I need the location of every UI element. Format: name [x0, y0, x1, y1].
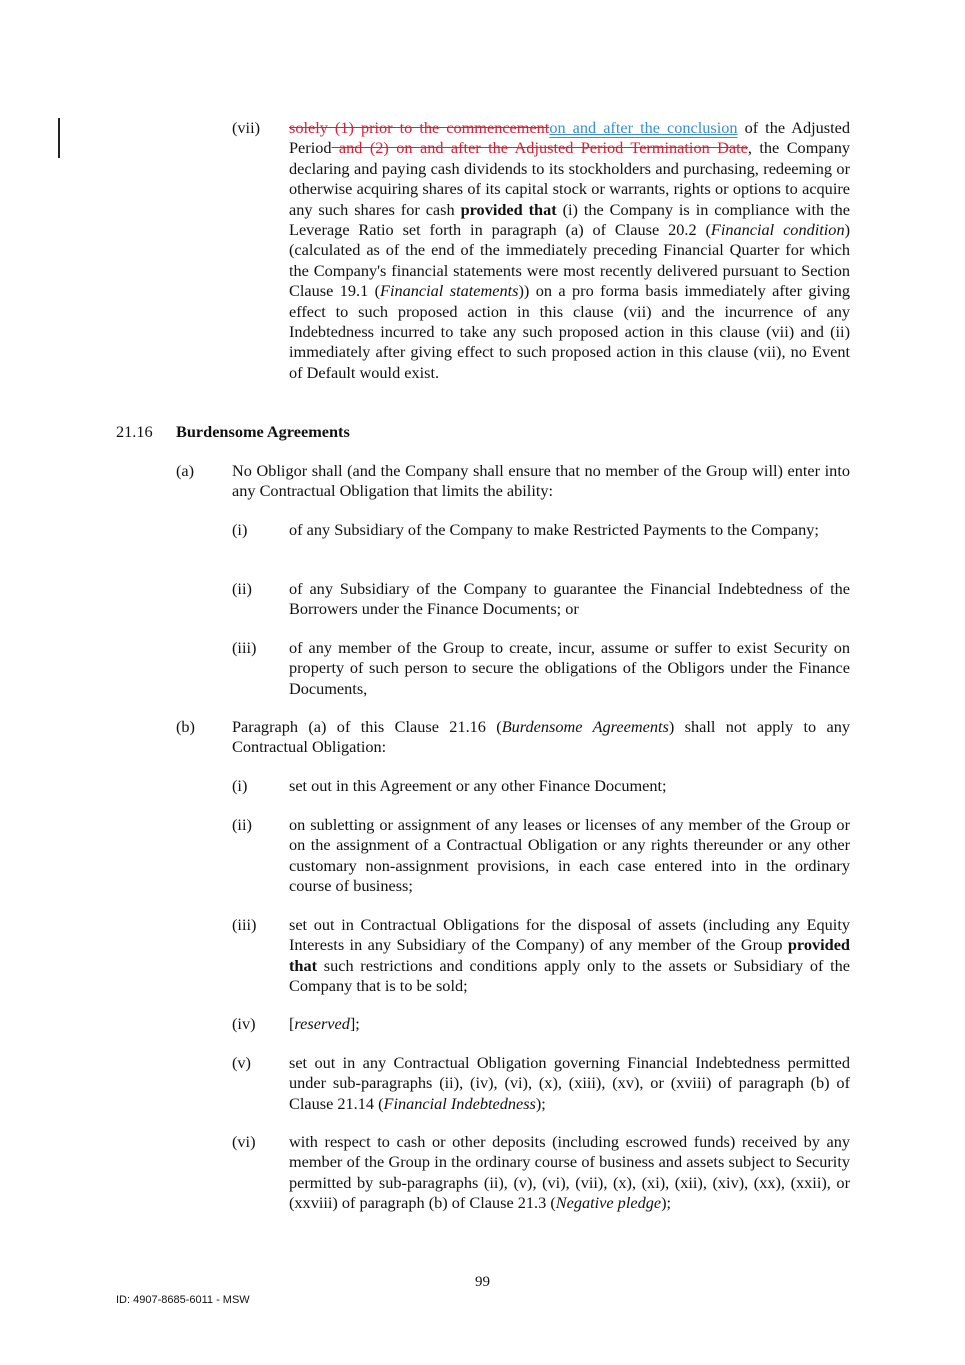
italic-text: reserved — [294, 1014, 350, 1033]
text-run: [ — [289, 1014, 295, 1033]
text-run: with respect to cash or other deposits (including escrowed funds) received by any member of the Group in the ordinary course of business and assets subject to Security permitted by sub-paragraphs (ii), (v), (vi), (vii), (x), (xi), (xii), (xiv), (xx), (xxii), or (xxviii) of paragraph (b) of Clause 21.3 ( — [289, 1132, 850, 1213]
item-number: (ii) — [232, 815, 252, 834]
text-run: , the Company declaring and paying cash dividends to its stockholders and purchasing, redeeming or otherwise acquiring shares of its capital stock or warrants, rights or options to acquire any such shares for cash — [289, 138, 851, 219]
paragraph-b-text — [232, 717, 850, 758]
italic-text: Negative pledge — [555, 1193, 662, 1213]
italic-text: Financial condition — [710, 220, 845, 240]
text-run: ); — [661, 1193, 672, 1213]
item-text — [289, 1053, 850, 1114]
clause-vii-text — [289, 118, 850, 383]
text-run: such restrictions and conditions apply only to the assets or Subsidiary of the Company that is to be sold; — [289, 955, 850, 996]
inserted-text: on and after the conclusion — [549, 118, 738, 137]
item-number: (i) — [232, 520, 248, 539]
item-number: (iii) — [232, 915, 257, 934]
item-text — [289, 915, 850, 997]
text-run: of the Adjusted Period — [289, 118, 851, 158]
text-run: ) shall not apply to any Contractual Obligation: — [232, 717, 850, 757]
text-run: set out in any Contractual Obligation governing Financial Indebtedness permitted under sub-paragraphs (ii), (iv), (vi), (x), (xiii), (xv), or (xviii) of paragraph (b) of Clause 21.14 ( — [289, 1053, 850, 1113]
item-text: of any Subsidiary of the Company to make Restricted Payments to the Company; — [289, 520, 819, 539]
text-run: ) (calculated as of the end of the immediately preceding Financial Quarter for which the Company's financial statements were most recently delivered pursuant to Section Clause 19.1 ( — [289, 220, 851, 301]
text-run: (i) the Company is in compliance with the Leverage Ratio set forth in paragraph (a) of Clause 20.2 ( — [289, 199, 850, 240]
bold-text: provided that — [460, 199, 557, 219]
item-number: (v) — [232, 1053, 251, 1072]
item-number: (iv) — [232, 1014, 256, 1033]
item-text: of any member of the Group to create, incur, assume or suffer to exist Security on property of such person to secure the obligations of the Obligors under the Finance Documents, — [289, 638, 850, 698]
item-text — [289, 1132, 850, 1214]
page-number: 99 — [475, 1274, 490, 1290]
text-run: set out in Contractual Obligations for the disposal of assets (including any Equity Interests in any Subsidiary of the Company) of any member of the Group — [289, 915, 850, 955]
paragraph-number: (b) — [176, 717, 195, 736]
paragraph-number: (a) — [176, 461, 195, 480]
deleted-text: and (2) on and after the Adjusted Period Termination Date — [331, 138, 748, 158]
italic-text: Financial statements — [380, 281, 519, 301]
item-text: of any Subsidiary of the Company to guarantee the Financial Indebtedness of the Borrowers under the Finance Documents; or — [289, 579, 850, 619]
item-text — [289, 1014, 850, 1034]
deleted-text: solely (1) prior to the commencement — [289, 118, 550, 137]
change-bar — [58, 118, 60, 158]
item-text: on subletting or assignment of any leases or licenses of any member of the Group or on the assignment of a Contractual Obligation or any rights thereunder or any other customary non-assignment provisions, in each case entered into in the ordinary course of business; — [289, 815, 850, 896]
section-title: Burdensome Agreements — [176, 422, 350, 441]
text-run: Paragraph (a) of this Clause 21.16 ( — [232, 717, 502, 736]
item-number: (i) — [232, 776, 248, 795]
text-run: ]; — [349, 1014, 360, 1033]
italic-text: Burdensome Agreements — [501, 717, 669, 736]
paragraph-a-text: No Obligor shall (and the Company shall ensure that no member of the Group will) enter into any Contractual Obligation that limits the ability: — [232, 461, 850, 501]
item-number: (ii) — [232, 579, 252, 598]
bold-text: provided that — [289, 935, 850, 975]
item-number: (vi) — [232, 1132, 256, 1151]
text-run: )) on a pro forma basis immediately after giving effect to such proposed action in this clause (vii) and the incurrence of any Indebtedness incurred to take any such proposed action in this clause (vii) and (ii) immediately after giving effect to such proposed action in this clause (vii), no Event of Default would exist. — [289, 281, 850, 382]
text-run: ); — [535, 1093, 546, 1113]
item-text: set out in this Agreement or any other Finance Document; — [289, 776, 667, 795]
item-number: (iii) — [232, 638, 257, 657]
clause-number: (vii) — [232, 118, 261, 137]
italic-text: Financial Indebtedness — [383, 1093, 536, 1113]
document-id: ID: 4907-8685-6011 - MSW — [116, 1294, 250, 1306]
section-number: 21.16 — [116, 422, 153, 441]
